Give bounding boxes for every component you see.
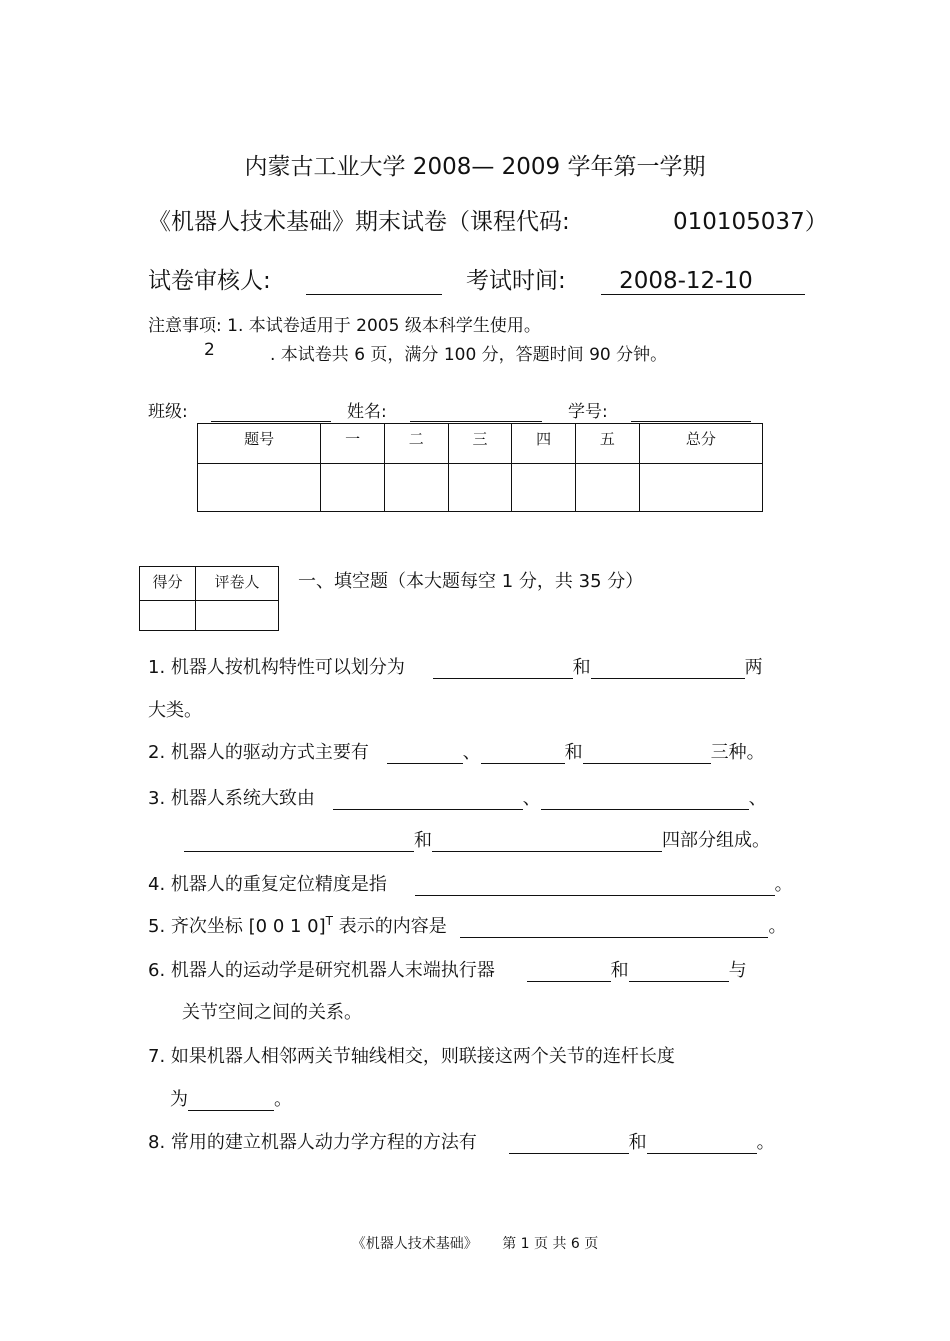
reviewer-row: [148, 262, 442, 295]
q4-blank[interactable]: [415, 875, 775, 896]
question-7-cont: [170, 1085, 292, 1111]
score-entry-cell[interactable]: [384, 464, 448, 512]
q8-blank-2[interactable]: [647, 1133, 757, 1154]
q6-text: 6. 机器人的运动学是研究机器人末端执行器: [148, 960, 495, 981]
id-label: 学号:: [568, 402, 608, 422]
q3-blank-3[interactable]: [184, 831, 414, 852]
section1-grader-cell[interactable]: [195, 601, 278, 631]
notes-line-2-num: 2: [204, 340, 215, 360]
name-label: 姓名:: [347, 402, 387, 422]
q2-text: 2. 机器人的驱动方式主要有: [148, 742, 369, 763]
q3-and: 和: [414, 830, 432, 851]
class-row: [148, 397, 331, 422]
name-row: [347, 397, 542, 422]
q2-blank-3[interactable]: [583, 743, 711, 764]
q6-with: 与: [728, 960, 747, 981]
reviewer-label: 试卷审核人:: [148, 268, 271, 294]
q7-end: 。: [274, 1089, 292, 1110]
score-header-cell: 四: [512, 424, 576, 464]
score-entry-cell[interactable]: [198, 464, 321, 512]
footer-page-number: 第 1 页 共 6 页: [502, 1236, 599, 1252]
id-row: [568, 397, 751, 422]
exam-title: 内蒙古工业大学 2008— 2009 学年第一学期: [244, 154, 706, 180]
q8-blank-1[interactable]: [509, 1133, 629, 1154]
question-6-cont: 关节空间之间的关系。: [182, 1002, 362, 1023]
reviewer-blank[interactable]: [306, 274, 442, 295]
q2-blank-1[interactable]: [387, 743, 463, 764]
q2-end: 三种。: [710, 742, 765, 763]
score-header-cell: 三: [448, 424, 512, 464]
score-entry-cell[interactable]: [512, 464, 576, 512]
score-entry-cell[interactable]: [321, 464, 385, 512]
q3-sep-1: 、: [522, 788, 541, 809]
q3-sep-2: 、: [748, 788, 767, 809]
id-blank[interactable]: [631, 401, 751, 422]
question-3-cont: [184, 826, 770, 852]
exam-time-row: [466, 262, 805, 295]
q3-text: 3. 机器人系统大致由: [148, 788, 315, 809]
q6-blank-2[interactable]: [629, 961, 729, 982]
question-2: [148, 738, 765, 764]
notes-line-1: 注意事项: 1. 本试卷适用于 2005 级本科学生使用。: [148, 316, 541, 336]
q5-text: 5. 齐次坐标 [0 0 1 0]: [148, 916, 326, 937]
q1-and: 和: [572, 657, 591, 678]
q3-blank-1[interactable]: [333, 789, 523, 810]
q8-and: 和: [628, 1132, 647, 1153]
name-blank[interactable]: [410, 401, 542, 422]
q1-blank-1[interactable]: [433, 658, 573, 679]
section1-score-label: 得分: [140, 567, 196, 601]
class-label: 班级:: [148, 402, 188, 422]
q6-and: 和: [610, 960, 629, 981]
course-title: 《机器人技术基础》期末试卷（课程代码:: [148, 209, 570, 235]
question-7: 7. 如果机器人相邻两关节轴线相交，则联接这两个关节的连杆长度: [148, 1046, 675, 1067]
q1-text: 1. 机器人按机构特性可以划分为: [148, 657, 405, 678]
q4-end: 。: [774, 874, 793, 895]
q8-end: 。: [756, 1132, 775, 1153]
q4-text: 4. 机器人的重复定位精度是指: [148, 874, 387, 895]
q5-superscript: T: [325, 914, 333, 928]
question-5: [148, 912, 786, 938]
question-6: [148, 956, 747, 982]
question-3: [148, 784, 767, 810]
q1-blank-2[interactable]: [591, 658, 745, 679]
q5-text-2: 表示的内容是: [332, 916, 447, 937]
question-4: [148, 870, 793, 896]
exam-time-label: 考试时间:: [466, 268, 566, 294]
question-1-cont: 大类。: [148, 700, 202, 721]
q7-blank[interactable]: [188, 1090, 274, 1111]
q3-end: 四部分组成。: [662, 830, 770, 851]
q5-blank[interactable]: [460, 917, 768, 938]
score-header-cell: 题号: [198, 424, 321, 464]
q2-and: 和: [564, 742, 583, 763]
q8-text: 8. 常用的建立机器人动力学方程的方法有: [148, 1132, 477, 1153]
q3-blank-4[interactable]: [432, 831, 662, 852]
score-header-cell: 总分: [639, 424, 762, 464]
score-entry-cell[interactable]: [639, 464, 762, 512]
score-entry-cell[interactable]: [448, 464, 512, 512]
q2-sep: 、: [462, 742, 481, 763]
notes-line-2: . 本试卷共 6 页，满分 100 分，答题时间 90 分钟。: [270, 345, 668, 365]
q5-end: 。: [768, 916, 787, 937]
course-code: 010105037）: [673, 209, 828, 235]
section1-grader-table: [139, 566, 279, 631]
section1-title: 一、填空题（本大题每空 1 分，共 35 分）: [298, 571, 644, 592]
question-8: [148, 1128, 775, 1154]
score-table: [197, 423, 763, 512]
section1-grader-label: 评卷人: [195, 567, 278, 601]
exam-subtitle: [148, 203, 828, 236]
footer-course: 《机器人技术基础》: [351, 1236, 478, 1252]
question-1: [148, 653, 763, 679]
q7-for: 为: [170, 1089, 188, 1110]
q1-two: 两: [744, 657, 763, 678]
q2-blank-2[interactable]: [481, 743, 565, 764]
score-header-cell: 二: [384, 424, 448, 464]
score-entry-cell[interactable]: [575, 464, 639, 512]
score-header-cell: 五: [575, 424, 639, 464]
q3-blank-2[interactable]: [541, 789, 749, 810]
class-blank[interactable]: [211, 401, 331, 422]
score-header-cell: 一: [321, 424, 385, 464]
q6-blank-1[interactable]: [527, 961, 611, 982]
exam-time-value: 2008-12-10: [601, 268, 805, 295]
section1-score-cell[interactable]: [140, 601, 196, 631]
page-footer: [0, 1233, 950, 1253]
